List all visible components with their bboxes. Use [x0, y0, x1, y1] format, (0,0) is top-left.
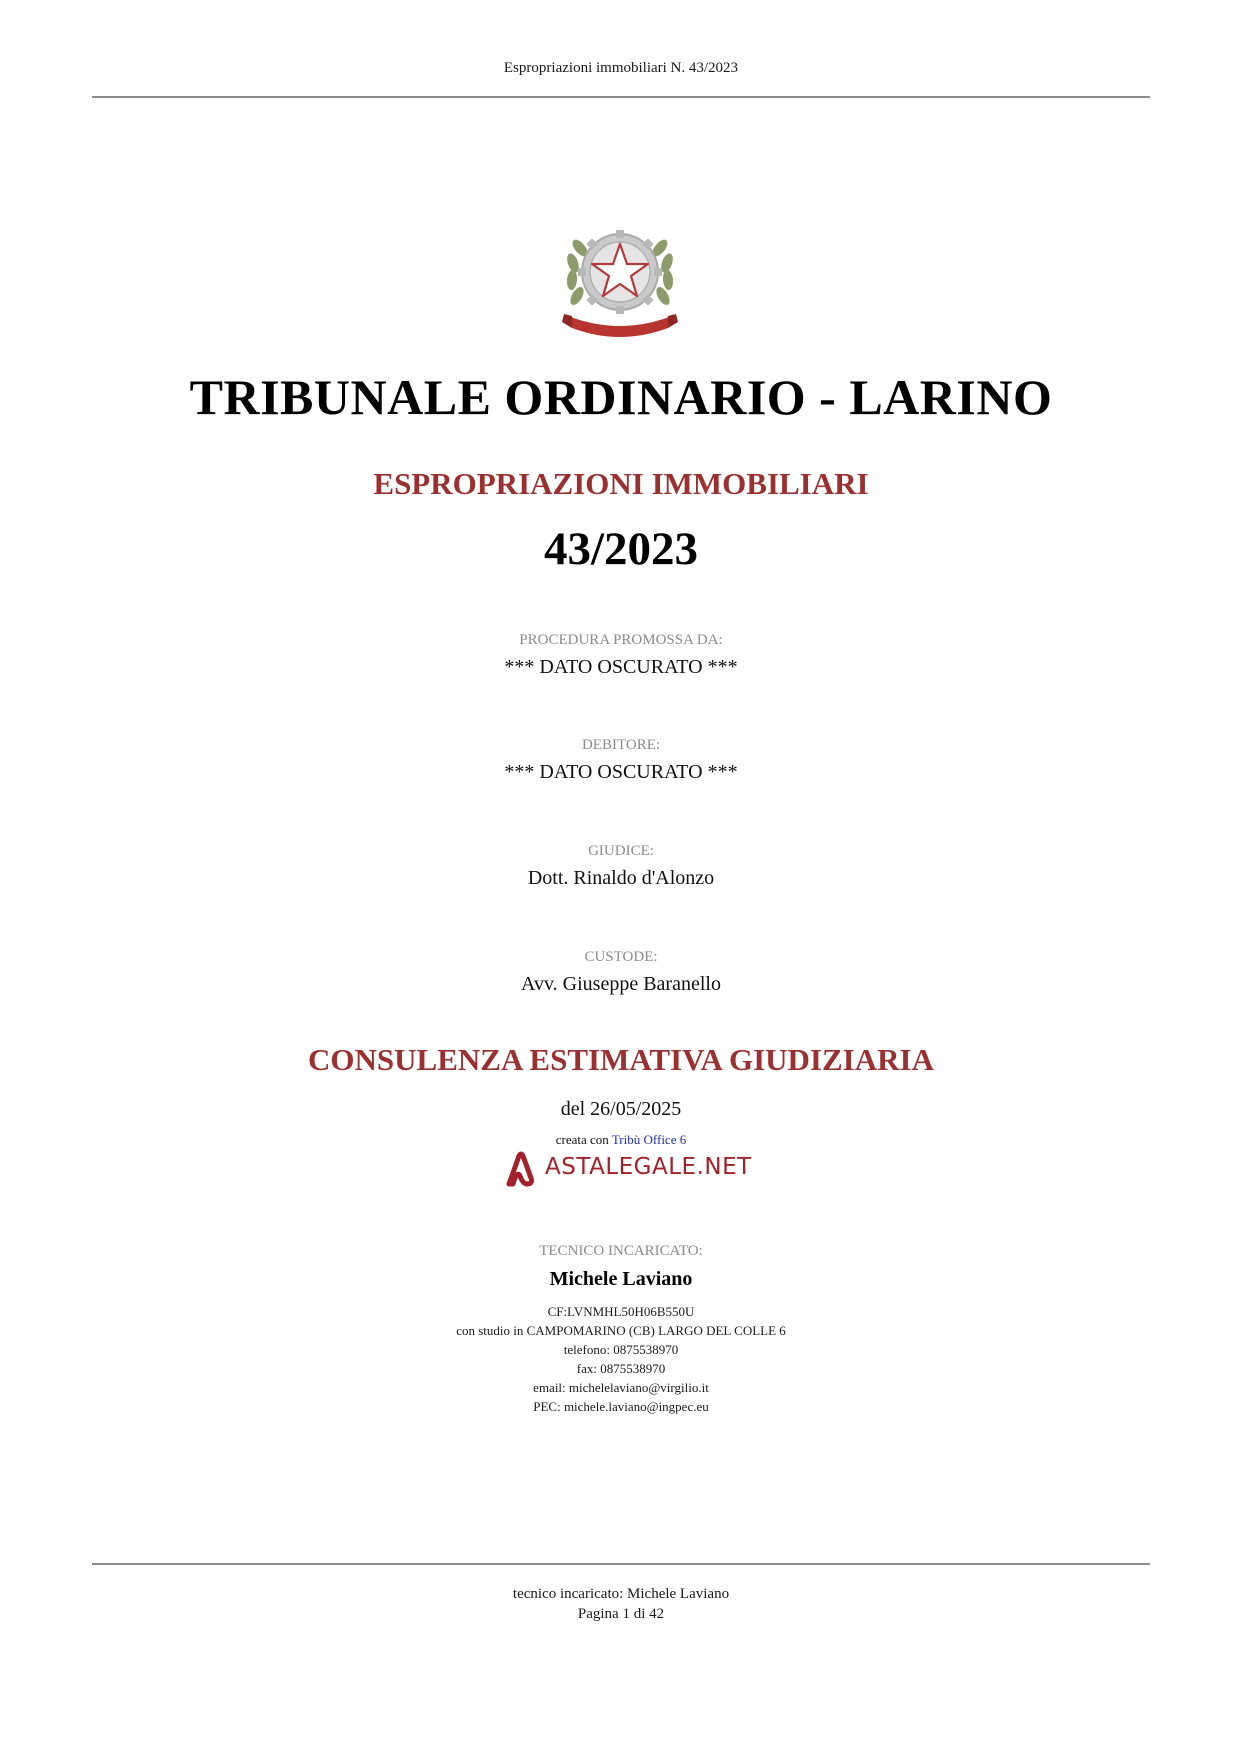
technician-label: TECNICO INCARICATO: [539, 1243, 703, 1259]
technician-details [92, 1302, 1150, 1416]
astalegale-wordmark: ASTALEGALE.NET [545, 1154, 752, 1180]
technician-address: con studio in CAMPOMARINO (CB) LARGO DEL COLLE 6 [456, 1323, 786, 1338]
app-link[interactable]: Tribù Office 6 [611, 1132, 687, 1147]
technician-fax: fax: 0875538970 [576, 1361, 666, 1376]
created-with-prefix: creata con [555, 1132, 612, 1147]
running-title: Espropriazioni immobiliari N. 43/2023 [503, 60, 739, 76]
astalegale-mark-icon [503, 1150, 539, 1190]
astalegale-logo [503, 1150, 752, 1190]
field-label-custode: CUSTODE: [584, 949, 658, 965]
report-date: del 26/05/2025 [560, 1098, 682, 1120]
field-value-custode: Avv. Giuseppe Baranello [521, 973, 721, 995]
court-title: TRIBUNALE ORDINARIO - LARINO [189, 369, 1053, 425]
technician-name: Michele Laviano [549, 1268, 693, 1290]
technician-email: email: michelelaviano@virgilio.it [533, 1380, 709, 1395]
technician-phone: telefono: 0875538970 [563, 1342, 679, 1357]
footer-page-number: Pagina 1 di 42 [577, 1606, 665, 1622]
page-header [92, 0, 1150, 98]
field-label-debitore: DEBITORE: [581, 737, 661, 753]
technician-pec: PEC: michele.laviano@ingpec.eu [533, 1399, 709, 1414]
field-value-promossa: *** DATO OSCURATO *** [504, 656, 738, 678]
field-value-giudice: Dott. Rinaldo d'Alonzo [527, 867, 715, 889]
technician-cf: CF:LVNMHL50H06B550U [547, 1304, 695, 1319]
repubblica-italiana-emblem-icon [560, 218, 680, 338]
report-title: CONSULENZA ESTIMATIVA GIUDIZIARIA [308, 1042, 934, 1077]
case-number: 43/2023 [543, 523, 699, 575]
field-value-debitore: *** DATO OSCURATO *** [504, 761, 738, 783]
created-with [92, 1132, 1150, 1148]
footer-technician: tecnico incaricato: Michele Laviano [512, 1586, 730, 1602]
field-label-giudice: GIUDICE: [588, 843, 654, 859]
field-label-promossa: PROCEDURA PROMOSSA DA: [519, 632, 723, 648]
page-footer [92, 1563, 1150, 1624]
section-title: ESPROPRIAZIONI IMMOBILIARI [373, 466, 869, 501]
